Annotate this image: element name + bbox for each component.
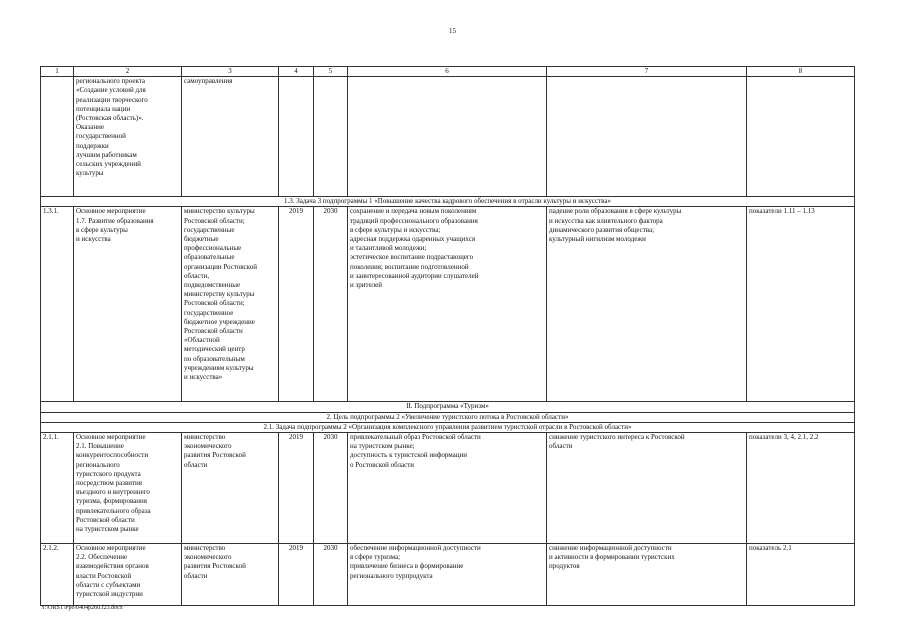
column-header: 6 (348, 67, 547, 77)
expected-result: сохранение и передача новым поколениям традиций профессионального образования в сфере культуры и искусства; адресная поддержка одаренных учащихся и талантливой молодежи; эстетическое воспитание подрастающего поколения; воспитание подготовленной и заинтересованной аудитории слушателей и зрителей (348, 207, 547, 402)
related-indicators: показатели 3, 4, 2.1, 2.2 (747, 433, 855, 544)
task-heading: 2.1. Задача подпрограммы 2 «Организация комплексного управления развитием туристской отрасли в Ростовской области» (41, 422, 855, 432)
end-year (314, 77, 348, 197)
section-row (41, 402, 855, 412)
consequences-of-non-implementation: падение роли образования в сфере культуры и искусства как влиятельного фактора динамического развития общества; культурный нигилизм молодежи (547, 207, 747, 402)
table-row (41, 544, 855, 606)
section-row (41, 197, 855, 207)
table-row (41, 77, 855, 197)
section-row (41, 422, 855, 432)
consequences-of-non-implementation: снижение туристского интереса к Ростовской области (547, 433, 747, 544)
start-year: 2019 (279, 433, 314, 544)
end-year: 2030 (314, 544, 348, 606)
column-header: 3 (182, 67, 279, 77)
activity-number: 1.3.1. (41, 207, 74, 402)
start-year: 2019 (279, 207, 314, 402)
responsible-executor: самоуправления (182, 77, 279, 197)
program-activities-table (40, 66, 855, 606)
start-year (279, 77, 314, 197)
activity-number: 2.1.2. (41, 544, 74, 606)
related-indicators: показатель 2.1 (747, 544, 855, 606)
expected-result: обеспечение информационной доступности в сфере туризма; привлечение бизнеса в формирование регионального турпродукта (348, 544, 547, 606)
activity-name: регионального проекта «Создание условий для реализации творческого потенциала нации (Ростовская область)». Оказание государственной поддержки лучшим работникам сельских учреждений культуры (74, 77, 182, 197)
start-year: 2019 (279, 544, 314, 606)
activity-name: Основное мероприятие 2.2. Обеспечение взаимодействия органов власти Ростовской области с субъектами туристской индустрии (74, 544, 182, 606)
column-header: 2 (74, 67, 182, 77)
table-row (41, 207, 855, 402)
activity-name: Основное мероприятие 1.7. Развитие образования в сфере культуры и искусства (74, 207, 182, 402)
responsible-executor: министерство экономического развития Ростовской области (182, 544, 279, 606)
document-file-path: Y:\ORST\Ppo\0404p260.f23.docx (41, 605, 123, 611)
column-header: 1 (41, 67, 74, 77)
consequences-of-non-implementation: снижение информационной доступности и активности в формировании туристских продуктов (547, 544, 747, 606)
expected-result (348, 77, 547, 197)
activity-number: 2.1.1. (41, 433, 74, 544)
end-year: 2030 (314, 207, 348, 402)
responsible-executor: министерство экономического развития Ростовской области (182, 433, 279, 544)
column-number-header-row (41, 67, 855, 77)
column-header: 7 (547, 67, 747, 77)
related-indicators (747, 77, 855, 197)
activity-number (41, 77, 74, 197)
responsible-executor: министерство культуры Ростовской области; государственные бюджетные профессиональные образовательные организации Ростовской области, подведомственные министерству культуры Ростовской области; государственное бюджетное учреждение Ростовской области «Областной методический центр по образовательным учреждениям культуры и искусства» (182, 207, 279, 402)
section-row (41, 412, 855, 422)
expected-result: привлекательный образ Ростовской области на туристском рынке; доступность к туристской информации о Ростовской области (348, 433, 547, 544)
activity-name: Основное мероприятие 2.1. Повышение конкурентоспособности регионального туристского продукта посредством развития въездного и внутреннего туризма, формирования привлекательного образа Ростовской области на туристском рынке (74, 433, 182, 544)
column-header: 4 (279, 67, 314, 77)
end-year: 2030 (314, 433, 348, 544)
column-header: 5 (314, 67, 348, 77)
column-header: 8 (747, 67, 855, 77)
related-indicators: показатели 1.11 – 1.13 (747, 207, 855, 402)
task-heading: 1.3. Задача 3 подпрограммы 1 «Повышение качества кадрового обеспечения в отрасли культуры и искусства» (41, 197, 855, 207)
goal-heading: 2. Цель подпрограммы 2 «Увеличение туристского потока в Ростовской области» (41, 412, 855, 422)
table-row (41, 433, 855, 544)
consequences-of-non-implementation (547, 77, 747, 197)
page-number: 15 (449, 27, 456, 35)
subprogram-heading: II. Подпрограмма «Туризм» (41, 402, 855, 412)
